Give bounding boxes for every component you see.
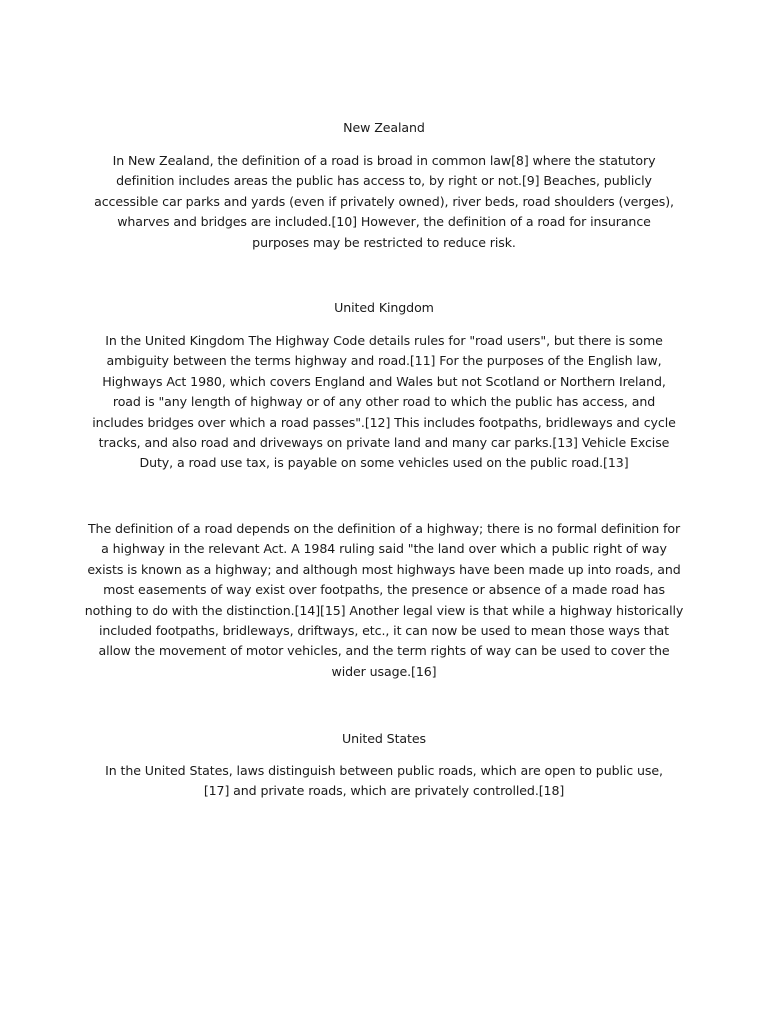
paragraph-united-kingdom: In the United Kingdom The Highway Code details rules for "road users", but there is some ambiguity between the terms highway and road.[11] For the purposes of the English law, Highways Act 1980, which covers England and Wales but not Scotland or Northern Ireland, road is "any length of highway or of any other road to which the public has access, and includes bridges over which a road passes".[12] This includes footpaths, bridleways and cycle tracks, and also road and driveways on private land and many car parks.[13] Vehicle Excise Duty, a road use tax, is payable on some vehicles used on the public road.[13]: [92, 333, 676, 471]
paragraph-new-zealand: In New Zealand, the definition of a road is broad in common law[8] where the statutory definition includes areas the public has access to, by right or not.[9] Beaches, publicly accessible car parks and yards (even if privately owned), river beds, road shoulders (verges), wharves and bridges are included.[10] However, the definition of a road for insurance purposes may be restricted to reduce risk.: [94, 153, 674, 250]
paragraph-highway-definition: The definition of a road depends on the definition of a highway; there is no formal definition for a highway in the relevant Act. A 1984 ruling said "the land over which a public right of way exists is known as a highway; and although most highways have been made up into roads, and most easements of way exist over footpaths, the presence or absence of a made road has nothing to do with the distinction.[14][15] Another legal view is that while a highway historically included footpaths, bridleways, driftways, etc., it can now be used to mean those ways that allow the movement of motor vehicles, and the term rights of way can be used to cover the wider usage.[16]: [84, 521, 684, 679]
heading-united-kingdom: United Kingdom: [334, 300, 434, 315]
heading-new-zealand: New Zealand: [343, 120, 425, 135]
paragraph-united-states: In the United States, laws distinguish between public roads, which are open to public use,[17] and private roads, which are privately controlled.[18]: [105, 763, 663, 799]
heading-united-states: United States: [342, 731, 426, 746]
